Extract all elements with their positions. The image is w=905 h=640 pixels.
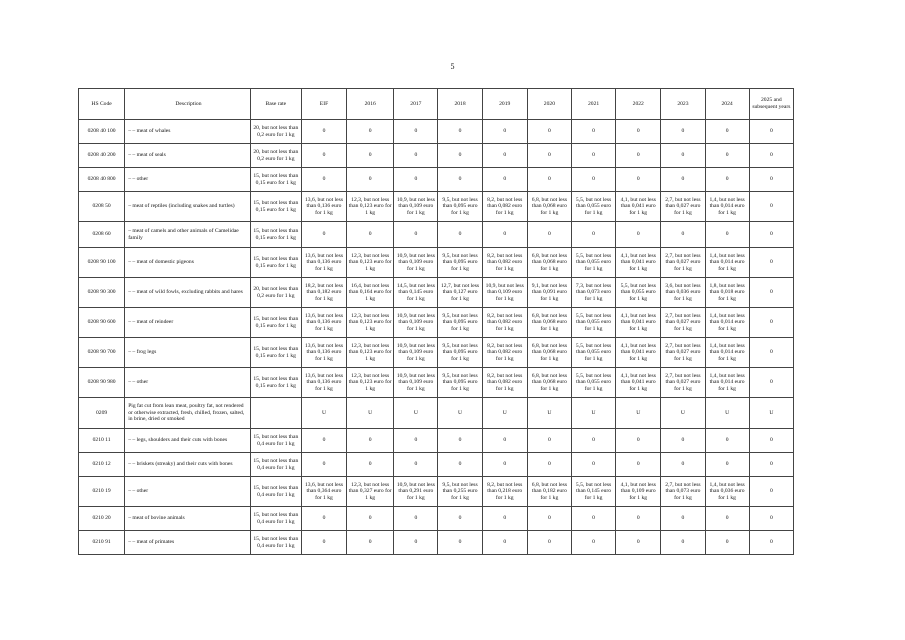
rate-2017-cell: 14,5, but not less than 0,145 euro for 1 kg bbox=[394, 278, 438, 308]
rate-2018-cell: 9,5, but not less than 0,095 euro for 1 kg bbox=[438, 248, 482, 278]
hs-code-cell: 0210 19 bbox=[79, 477, 125, 507]
rate-2024-cell: 1,4, but not less than 0,036 euro for 1 kg bbox=[705, 477, 749, 507]
rate-2022-cell: 4,1, but not less than 0,041 euro for 1 kg bbox=[616, 192, 661, 222]
table-row bbox=[79, 168, 794, 192]
description-cell: – – legs, shoulders and their cuts with bones bbox=[125, 429, 251, 453]
hs-code-cell: 0208 50 bbox=[79, 192, 125, 222]
description-cell: – – other bbox=[125, 168, 251, 192]
description-cell: – meat of camels and other animals of Camelidae family bbox=[125, 222, 251, 248]
rate-2016-cell: 0 bbox=[347, 222, 394, 248]
rate-2020-cell: 6,8, but not less than 0,182 euro for 1 kg bbox=[527, 477, 571, 507]
table-row bbox=[79, 429, 794, 453]
rate-2022-cell: 5,5, but not less than 0,055 euro for 1 kg bbox=[616, 278, 661, 308]
rate-2025-cell: 0 bbox=[749, 429, 793, 453]
base-rate-cell: 15, but not less than 0,4 euro for 1 kg bbox=[250, 453, 301, 477]
table-row bbox=[79, 338, 794, 368]
eif-cell: 13,6, but not less than 0,364 euro for 1 kg bbox=[301, 477, 346, 507]
rate-2024-cell: U bbox=[705, 398, 749, 429]
hs-code-cell: 0208 40 200 bbox=[79, 144, 125, 168]
eif-cell: 0 bbox=[301, 531, 346, 555]
rate-2021-cell: 0 bbox=[571, 222, 615, 248]
rate-2022-cell: 0 bbox=[616, 429, 661, 453]
table-body bbox=[79, 120, 794, 555]
rate-2023-cell: 0 bbox=[661, 222, 705, 248]
rate-2018-cell: 9,5, but not less than 0,255 euro for 1 kg bbox=[438, 477, 482, 507]
description-header: Description bbox=[125, 89, 251, 120]
description-cell: – – frog legs bbox=[125, 338, 251, 368]
base-rate-cell: 15, but not less than 0,15 euro for 1 kg bbox=[250, 168, 301, 192]
rate-2020-cell: 0 bbox=[527, 168, 571, 192]
eif-header: EIF bbox=[301, 89, 346, 120]
rate-2025-cell: 0 bbox=[749, 338, 793, 368]
base-rate-cell: 15, but not less than 0,4 euro for 1 kg bbox=[250, 531, 301, 555]
base-rate-cell: 15, but not less than 0,15 euro for 1 kg bbox=[250, 368, 301, 398]
table-row bbox=[79, 308, 794, 338]
rate-2017-cell: U bbox=[394, 398, 438, 429]
rate-2018-cell: 0 bbox=[438, 453, 482, 477]
rate-2017-cell: 0 bbox=[394, 222, 438, 248]
rate-2016-cell: 0 bbox=[347, 453, 394, 477]
rate-2023-cell: U bbox=[661, 398, 705, 429]
rate-2018-cell: 0 bbox=[438, 168, 482, 192]
rate-2018-cell: U bbox=[438, 398, 482, 429]
year-2024-header: 2024 bbox=[705, 89, 749, 120]
rate-2022-cell: 0 bbox=[616, 453, 661, 477]
rate-2019-cell: 0 bbox=[482, 429, 527, 453]
rate-2021-cell: 0 bbox=[571, 120, 615, 144]
hs-code-cell: 0208 90 300 bbox=[79, 278, 125, 308]
table-row bbox=[79, 120, 794, 144]
rate-2017-cell: 10,9, but not less than 0,109 euro for 1 kg bbox=[394, 248, 438, 278]
rate-2024-cell: 0 bbox=[705, 453, 749, 477]
rate-2019-cell: 8,2, but not less than 0,218 euro for 1 kg bbox=[482, 477, 527, 507]
eif-cell: 0 bbox=[301, 453, 346, 477]
rate-2020-cell: 6,8, but not less than 0,068 euro for 1 kg bbox=[527, 338, 571, 368]
year-2023-header: 2023 bbox=[661, 89, 705, 120]
rate-2021-cell: U bbox=[571, 398, 615, 429]
base-rate-cell: 15, but not less than 0,4 euro for 1 kg bbox=[250, 429, 301, 453]
rate-2020-cell: 0 bbox=[527, 507, 571, 531]
rate-2025-cell: 0 bbox=[749, 248, 793, 278]
table-row bbox=[79, 368, 794, 398]
rate-2022-cell: 4,1, but not less than 0,109 euro for 1 kg bbox=[616, 477, 661, 507]
rate-2020-cell: 6,8, but not less than 0,068 euro for 1 kg bbox=[527, 308, 571, 338]
rate-2020-cell: 6,8, but not less than 0,068 euro for 1 kg bbox=[527, 192, 571, 222]
eif-cell: 13,6, but not less than 0,136 euro for 1 kg bbox=[301, 338, 346, 368]
rate-2017-cell: 0 bbox=[394, 144, 438, 168]
rate-2023-cell: 2,7, but not less than 0,027 euro for 1 kg bbox=[661, 368, 705, 398]
rate-2017-cell: 10,9, but not less than 0,291 euro for 1 kg bbox=[394, 477, 438, 507]
rate-2022-cell: U bbox=[616, 398, 661, 429]
rate-2018-cell: 0 bbox=[438, 507, 482, 531]
rate-2024-cell: 0 bbox=[705, 507, 749, 531]
rate-2023-cell: 2,7, but not less than 0,027 euro for 1 kg bbox=[661, 308, 705, 338]
rate-2018-cell: 0 bbox=[438, 144, 482, 168]
year-2016-header: 2016 bbox=[347, 89, 394, 120]
rate-2021-cell: 0 bbox=[571, 453, 615, 477]
rate-2025-cell: 0 bbox=[749, 507, 793, 531]
rate-2016-cell: 0 bbox=[347, 168, 394, 192]
table-row bbox=[79, 507, 794, 531]
rate-2019-cell: 0 bbox=[482, 531, 527, 555]
base-rate-cell: 15, but not less than 0,15 euro for 1 kg bbox=[250, 248, 301, 278]
rate-2022-cell: 0 bbox=[616, 168, 661, 192]
year-2021-header: 2021 bbox=[571, 89, 615, 120]
rate-2019-cell: 0 bbox=[482, 222, 527, 248]
table-row bbox=[79, 453, 794, 477]
description-cell: – – meat of wild fowls, excluding rabbits and hares bbox=[125, 278, 251, 308]
rate-2024-cell: 1,4, but not less than 0,014 euro for 1 kg bbox=[705, 248, 749, 278]
rate-2020-cell: 0 bbox=[527, 120, 571, 144]
base-rate-cell: 15, but not less than 0,15 euro for 1 kg bbox=[250, 222, 301, 248]
rate-2023-cell: 2,7, but not less than 0,027 euro for 1 kg bbox=[661, 192, 705, 222]
rate-2017-cell: 10,9, but not less than 0,109 euro for 1 kg bbox=[394, 192, 438, 222]
rate-2016-cell: U bbox=[347, 398, 394, 429]
table-row bbox=[79, 398, 794, 429]
year-2018-header: 2018 bbox=[438, 89, 482, 120]
rate-2019-cell: 0 bbox=[482, 120, 527, 144]
rate-2016-cell: 16,4, but not less than 0,164 euro for 1 kg bbox=[347, 278, 394, 308]
table-row bbox=[79, 192, 794, 222]
rate-2021-cell: 5,5, but not less than 0,055 euro for 1 kg bbox=[571, 248, 615, 278]
hs-code-cell: 0210 20 bbox=[79, 507, 125, 531]
rate-2021-cell: 0 bbox=[571, 507, 615, 531]
rate-2018-cell: 0 bbox=[438, 429, 482, 453]
rate-2016-cell: 0 bbox=[347, 507, 394, 531]
year-2019-header: 2019 bbox=[482, 89, 527, 120]
description-cell: Pig fat cut from lean meat, poultry fat, not rendered or otherwise extracted, fresh, chilled, frozen, salted, in brine, dried or smoked bbox=[125, 398, 251, 429]
year-2025-header: 2025 and subsequent years bbox=[749, 89, 793, 120]
rate-2025-cell: U bbox=[749, 398, 793, 429]
base-rate-cell: 20, but not less than 0,2 euro for 1 kg bbox=[250, 120, 301, 144]
rate-2025-cell: 0 bbox=[749, 531, 793, 555]
rate-2023-cell: 0 bbox=[661, 507, 705, 531]
rate-2023-cell: 0 bbox=[661, 429, 705, 453]
rate-2023-cell: 2,7, but not less than 0,027 euro for 1 kg bbox=[661, 248, 705, 278]
rate-2019-cell: 8,2, but not less than 0,082 euro for 1 kg bbox=[482, 192, 527, 222]
eif-cell: 0 bbox=[301, 168, 346, 192]
rate-2024-cell: 0 bbox=[705, 429, 749, 453]
rate-2023-cell: 0 bbox=[661, 144, 705, 168]
rate-2019-cell: 10,9, but not less than 0,109 euro for 1 kg bbox=[482, 278, 527, 308]
rate-2021-cell: 0 bbox=[571, 531, 615, 555]
tariff-schedule-table bbox=[78, 88, 794, 555]
rate-2025-cell: 0 bbox=[749, 120, 793, 144]
base-rate-cell: 15, but not less than 0,4 euro for 1 kg bbox=[250, 477, 301, 507]
rate-2019-cell: 0 bbox=[482, 507, 527, 531]
description-cell: – – other bbox=[125, 477, 251, 507]
hs-code-cell: 0209 bbox=[79, 398, 125, 429]
rate-2016-cell: 0 bbox=[347, 120, 394, 144]
rate-2024-cell: 0 bbox=[705, 531, 749, 555]
rate-2020-cell: U bbox=[527, 398, 571, 429]
rate-2023-cell: 0 bbox=[661, 120, 705, 144]
rate-2020-cell: 9,1, but not less than 0,091 euro for 1 kg bbox=[527, 278, 571, 308]
description-cell: – – meat of reindeer bbox=[125, 308, 251, 338]
rate-2017-cell: 10,9, but not less than 0,109 euro for 1 kg bbox=[394, 308, 438, 338]
rate-2025-cell: 0 bbox=[749, 168, 793, 192]
eif-cell: 13,6, but not less than 0,136 euro for 1 kg bbox=[301, 248, 346, 278]
base-rate-cell: 15, but not less than 0,15 euro for 1 kg bbox=[250, 338, 301, 368]
eif-cell: 0 bbox=[301, 144, 346, 168]
eif-cell: 13,6, but not less than 0,136 euro for 1 kg bbox=[301, 368, 346, 398]
rate-2016-cell: 0 bbox=[347, 144, 394, 168]
rate-2025-cell: 0 bbox=[749, 477, 793, 507]
rate-2023-cell: 0 bbox=[661, 531, 705, 555]
rate-2022-cell: 4,1, but not less than 0,041 euro for 1 kg bbox=[616, 248, 661, 278]
table-row bbox=[79, 477, 794, 507]
base-rate-cell: 15, but not less than 0,15 euro for 1 kg bbox=[250, 308, 301, 338]
eif-cell: 18,2, but not less than 0,182 euro for 1 kg bbox=[301, 278, 346, 308]
rate-2016-cell: 12,3, but not less than 0,327 euro for 1 kg bbox=[347, 477, 394, 507]
rate-2020-cell: 6,8, but not less than 0,068 euro for 1 kg bbox=[527, 248, 571, 278]
rate-2022-cell: 0 bbox=[616, 531, 661, 555]
rate-2017-cell: 0 bbox=[394, 168, 438, 192]
description-cell: – meat of bovine animals bbox=[125, 507, 251, 531]
rate-2020-cell: 0 bbox=[527, 453, 571, 477]
rate-2020-cell: 0 bbox=[527, 531, 571, 555]
hs-code-header: HS Code bbox=[79, 89, 125, 120]
rate-2018-cell: 9,5, but not less than 0,095 euro for 1 kg bbox=[438, 192, 482, 222]
rate-2020-cell: 6,8, but not less than 0,068 euro for 1 kg bbox=[527, 368, 571, 398]
rate-2018-cell: 9,5, but not less than 0,095 euro for 1 kg bbox=[438, 308, 482, 338]
rate-2024-cell: 0 bbox=[705, 168, 749, 192]
description-cell: – – other bbox=[125, 368, 251, 398]
rate-2018-cell: 0 bbox=[438, 222, 482, 248]
eif-cell: 0 bbox=[301, 429, 346, 453]
description-cell: – – meat of domestic pigeons bbox=[125, 248, 251, 278]
table-header-row bbox=[79, 89, 794, 120]
hs-code-cell: 0210 91 bbox=[79, 531, 125, 555]
rate-2021-cell: 0 bbox=[571, 429, 615, 453]
rate-2016-cell: 12,3, but not less than 0,123 euro for 1 kg bbox=[347, 248, 394, 278]
rate-2019-cell: 0 bbox=[482, 453, 527, 477]
description-cell: – – briskets (streaky) and their cuts with bones bbox=[125, 453, 251, 477]
eif-cell: 0 bbox=[301, 120, 346, 144]
rate-2021-cell: 5,5, but not less than 0,145 euro for 1 kg bbox=[571, 477, 615, 507]
rate-2019-cell: 8,2, but not less than 0,082 euro for 1 kg bbox=[482, 368, 527, 398]
rate-2016-cell: 0 bbox=[347, 429, 394, 453]
base-rate-cell bbox=[250, 398, 301, 429]
rate-2023-cell: 0 bbox=[661, 453, 705, 477]
rate-2023-cell: 3,6, but not less than 0,036 euro for 1 kg bbox=[661, 278, 705, 308]
base-rate-cell: 15, but not less than 0,15 euro for 1 kg bbox=[250, 192, 301, 222]
rate-2019-cell: 8,2, but not less than 0,082 euro for 1 kg bbox=[482, 308, 527, 338]
rate-2017-cell: 10,9, but not less than 0,109 euro for 1 kg bbox=[394, 368, 438, 398]
rate-2019-cell: 8,2, but not less than 0,082 euro for 1 kg bbox=[482, 248, 527, 278]
rate-2023-cell: 2,7, but not less than 0,073 euro for 1 kg bbox=[661, 477, 705, 507]
rate-2025-cell: 0 bbox=[749, 453, 793, 477]
rate-2020-cell: 0 bbox=[527, 222, 571, 248]
rate-2021-cell: 5,5, but not less than 0,055 euro for 1 kg bbox=[571, 368, 615, 398]
eif-cell: 0 bbox=[301, 507, 346, 531]
rate-2024-cell: 1,4, but not less than 0,014 euro for 1 kg bbox=[705, 338, 749, 368]
rate-2016-cell: 0 bbox=[347, 531, 394, 555]
rate-2019-cell: 0 bbox=[482, 144, 527, 168]
eif-cell: U bbox=[301, 398, 346, 429]
rate-2022-cell: 0 bbox=[616, 120, 661, 144]
rate-2024-cell: 1,4, but not less than 0,014 euro for 1 kg bbox=[705, 368, 749, 398]
hs-code-cell: 0208 90 980 bbox=[79, 368, 125, 398]
rate-2021-cell: 5,5, but not less than 0,055 euro for 1 kg bbox=[571, 308, 615, 338]
year-2020-header: 2020 bbox=[527, 89, 571, 120]
rate-2017-cell: 0 bbox=[394, 120, 438, 144]
rate-2023-cell: 2,7, but not less than 0,027 euro for 1 kg bbox=[661, 338, 705, 368]
rate-2018-cell: 9,5, but not less than 0,095 euro for 1 kg bbox=[438, 368, 482, 398]
rate-2025-cell: 0 bbox=[749, 144, 793, 168]
page-number: 5 bbox=[450, 62, 455, 71]
rate-2025-cell: 0 bbox=[749, 308, 793, 338]
rate-2021-cell: 5,5, but not less than 0,055 euro for 1 kg bbox=[571, 192, 615, 222]
rate-2024-cell: 0 bbox=[705, 144, 749, 168]
table-row bbox=[79, 222, 794, 248]
rate-2024-cell: 0 bbox=[705, 222, 749, 248]
rate-2022-cell: 4,1, but not less than 0,041 euro for 1 kg bbox=[616, 308, 661, 338]
base-rate-cell: 20, but not less than 0,2 euro for 1 kg bbox=[250, 278, 301, 308]
rate-2020-cell: 0 bbox=[527, 144, 571, 168]
rate-2022-cell: 4,1, but not less than 0,041 euro for 1 kg bbox=[616, 368, 661, 398]
hs-code-cell: 0210 11 bbox=[79, 429, 125, 453]
rate-2023-cell: 0 bbox=[661, 168, 705, 192]
rate-2021-cell: 7,3, but not less than 0,073 euro for 1 kg bbox=[571, 278, 615, 308]
rate-2021-cell: 0 bbox=[571, 144, 615, 168]
rate-2022-cell: 0 bbox=[616, 507, 661, 531]
base-rate-cell: 20, but not less than 0,2 euro for 1 kg bbox=[250, 144, 301, 168]
rate-2022-cell: 0 bbox=[616, 144, 661, 168]
eif-cell: 13,6, but not less than 0,136 euro for 1 kg bbox=[301, 308, 346, 338]
rate-2017-cell: 0 bbox=[394, 531, 438, 555]
description-cell: – – meat of primates bbox=[125, 531, 251, 555]
rate-2018-cell: 0 bbox=[438, 120, 482, 144]
table-row bbox=[79, 531, 794, 555]
hs-code-cell: 0210 12 bbox=[79, 453, 125, 477]
hs-code-cell: 0208 60 bbox=[79, 222, 125, 248]
description-cell: – – meat of seals bbox=[125, 144, 251, 168]
rate-2024-cell: 0 bbox=[705, 120, 749, 144]
rate-2024-cell: 1,4, but not less than 0,014 euro for 1 kg bbox=[705, 192, 749, 222]
rate-2022-cell: 4,1, but not less than 0,041 euro for 1 kg bbox=[616, 338, 661, 368]
hs-code-cell: 0208 40 100 bbox=[79, 120, 125, 144]
table-row bbox=[79, 278, 794, 308]
rate-2017-cell: 0 bbox=[394, 507, 438, 531]
rate-2019-cell: U bbox=[482, 398, 527, 429]
year-2017-header: 2017 bbox=[394, 89, 438, 120]
eif-cell: 13,6, but not less than 0,136 euro for 1 kg bbox=[301, 192, 346, 222]
rate-2020-cell: 0 bbox=[527, 429, 571, 453]
rate-2021-cell: 0 bbox=[571, 168, 615, 192]
rate-2016-cell: 12,3, but not less than 0,123 euro for 1 kg bbox=[347, 192, 394, 222]
rate-2025-cell: 0 bbox=[749, 222, 793, 248]
rate-2018-cell: 12,7, but not less than 0,127 euro for 1 kg bbox=[438, 278, 482, 308]
rate-2018-cell: 9,5, but not less than 0,095 euro for 1 kg bbox=[438, 338, 482, 368]
rate-2022-cell: 0 bbox=[616, 222, 661, 248]
hs-code-cell: 0208 40 800 bbox=[79, 168, 125, 192]
rate-2017-cell: 10,9, but not less than 0,109 euro for 1 kg bbox=[394, 338, 438, 368]
eif-cell: 0 bbox=[301, 222, 346, 248]
rate-2016-cell: 12,3, but not less than 0,123 euro for 1 kg bbox=[347, 308, 394, 338]
rate-2017-cell: 0 bbox=[394, 453, 438, 477]
rate-2025-cell: 0 bbox=[749, 368, 793, 398]
rate-2017-cell: 0 bbox=[394, 429, 438, 453]
base-rate-header: Base rate bbox=[250, 89, 301, 120]
rate-2019-cell: 0 bbox=[482, 168, 527, 192]
hs-code-cell: 0208 90 600 bbox=[79, 308, 125, 338]
rate-2019-cell: 8,2, but not less than 0,082 euro for 1 kg bbox=[482, 338, 527, 368]
hs-code-cell: 0208 90 700 bbox=[79, 338, 125, 368]
rate-2021-cell: 5,5, but not less than 0,055 euro for 1 kg bbox=[571, 338, 615, 368]
rate-2018-cell: 0 bbox=[438, 531, 482, 555]
table-row bbox=[79, 248, 794, 278]
description-cell: – meat of reptiles (including snakes and turtles) bbox=[125, 192, 251, 222]
table-row bbox=[79, 144, 794, 168]
description-cell: – – meat of whales bbox=[125, 120, 251, 144]
year-2022-header: 2022 bbox=[616, 89, 661, 120]
rate-2016-cell: 12,3, but not less than 0,123 euro for 1 kg bbox=[347, 338, 394, 368]
rate-2024-cell: 1,8, but not less than 0,018 euro for 1 kg bbox=[705, 278, 749, 308]
hs-code-cell: 0208 90 100 bbox=[79, 248, 125, 278]
rate-2025-cell: 0 bbox=[749, 192, 793, 222]
rate-2024-cell: 1,4, but not less than 0,014 euro for 1 kg bbox=[705, 308, 749, 338]
base-rate-cell: 15, but not less than 0,4 euro for 1 kg bbox=[250, 507, 301, 531]
rate-2025-cell: 0 bbox=[749, 278, 793, 308]
rate-2016-cell: 12,3, but not less than 0,123 euro for 1 kg bbox=[347, 368, 394, 398]
